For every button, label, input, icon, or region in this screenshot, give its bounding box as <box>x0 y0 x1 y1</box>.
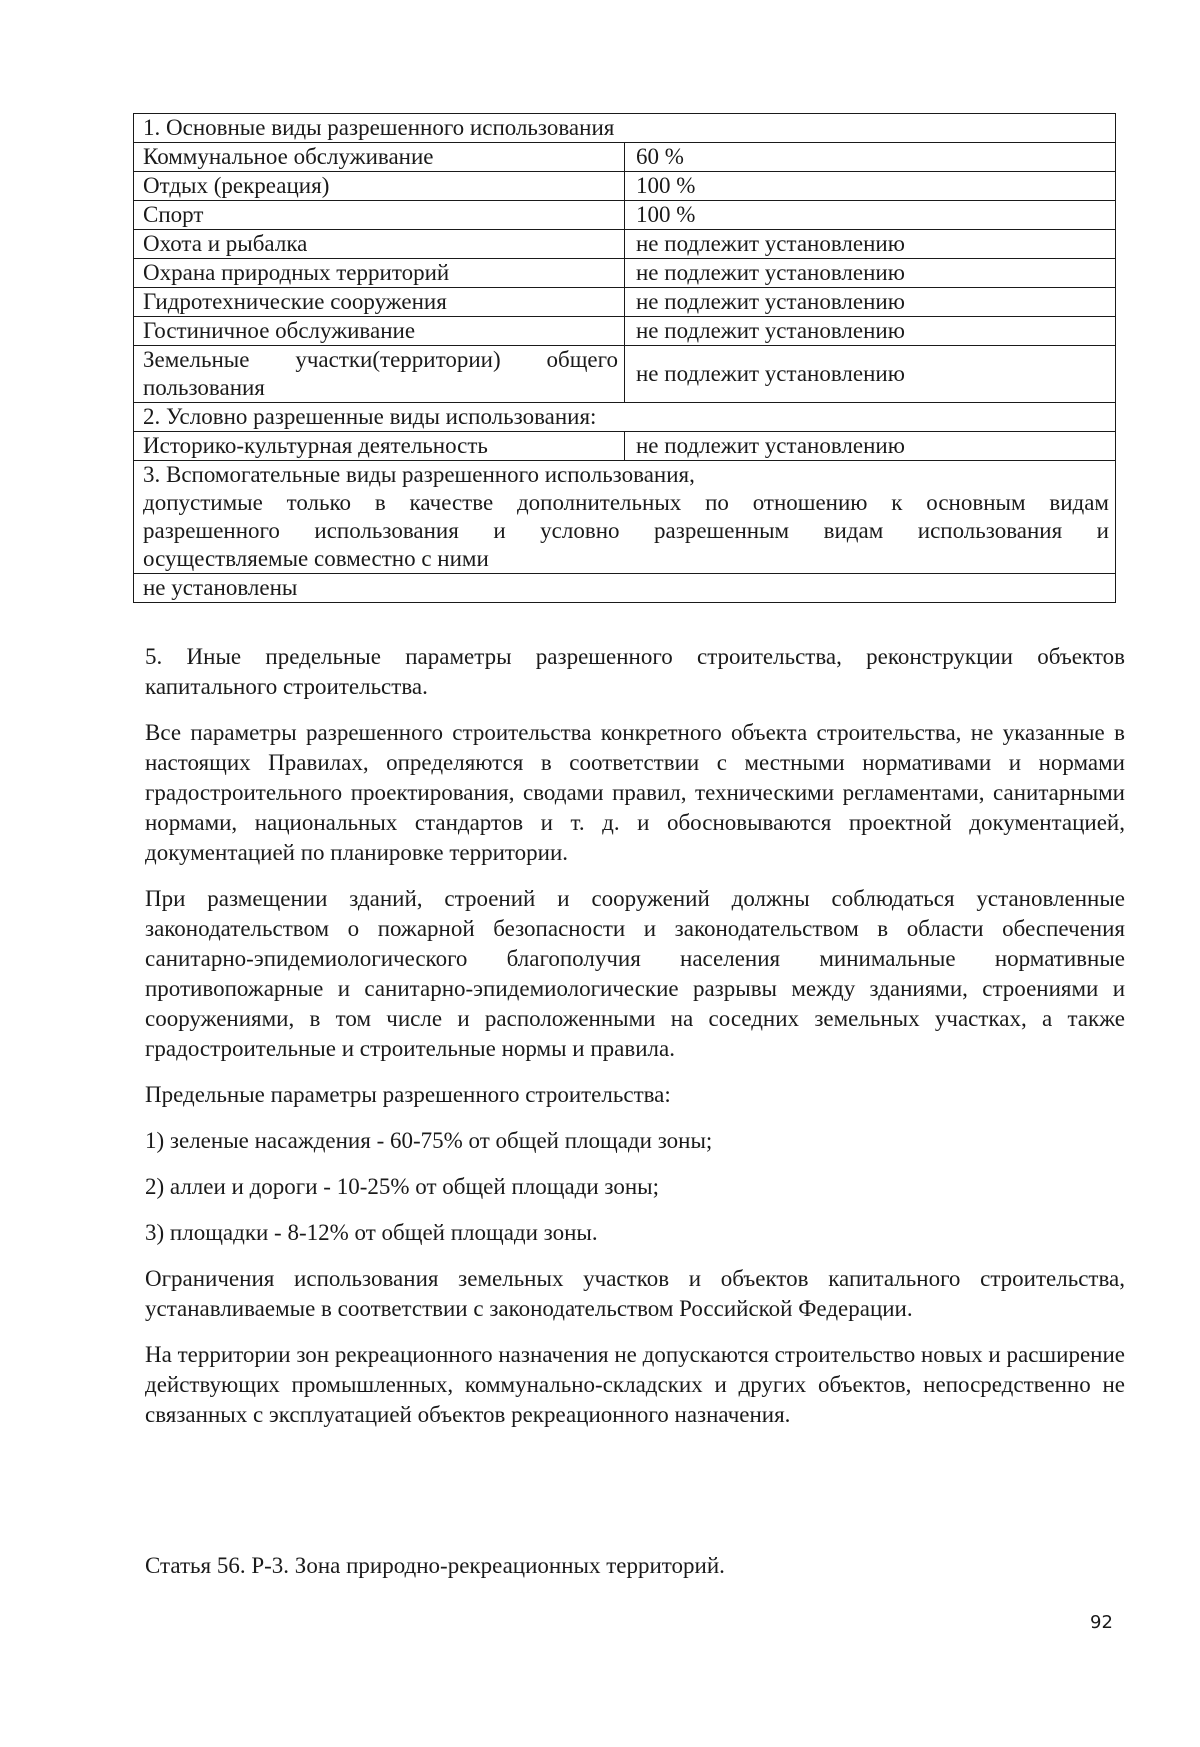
table-row <box>134 172 1116 201</box>
table-section-row <box>134 461 1116 574</box>
table-section-row <box>134 403 1116 432</box>
value-cell: 60 % <box>625 143 1116 172</box>
use-type-cell: Охота и рыбалка <box>134 230 625 259</box>
value-cell: не подлежит установлению <box>625 288 1116 317</box>
paragraph: Все параметры разрешенного строительства конкретного объекта строительства, не указанные в настоящих Правилах, определяются в соответствии с местными нормативами и нормами градостроительного проектирования, сводами правил, техническими регламентами, санитарными нормами, национальных стандартов и т. д. и обосновываются проектной документацией, документацией по планировке территории. <box>145 720 1125 865</box>
use-type-line: Земельные участки(территории) общего <box>143 347 618 372</box>
section-description-line: осуществляемые совместно с ними <box>143 546 489 571</box>
section-description-cell <box>134 461 1116 574</box>
table-section-row <box>134 114 1116 143</box>
list-item: 3) площадки - 8-12% от общей площади зоны. <box>145 1220 598 1245</box>
use-type-cell: Историко-культурная деятельность <box>134 432 625 461</box>
paragraph: Предельные параметры разрешенного строительства: <box>145 1082 671 1107</box>
paragraph: Ограничения использования земельных участков и объектов капитального строительства, устанавливаемые в соответствии с законодательством Российской Федерации. <box>145 1266 1125 1321</box>
value-cell: не подлежит установлению <box>625 432 1116 461</box>
value-cell: не подлежит установлению <box>625 230 1116 259</box>
table-row <box>134 201 1116 230</box>
use-type-cell: Гидротехнические сооружения <box>134 288 625 317</box>
article-heading: Статья 56. Р-3. Зона природно-рекреационных территорий. <box>145 1553 725 1578</box>
land-use-table <box>133 113 1116 603</box>
table-row <box>134 143 1116 172</box>
value-cell: 100 % <box>625 201 1116 230</box>
value-cell: не подлежит установлению <box>625 346 1116 403</box>
section-title: 1. Основные виды разрешенного использования <box>134 114 1116 143</box>
paragraph: 5. Иные предельные параметры разрешенного строительства, реконструкции объектов капитального строительства. <box>145 644 1125 699</box>
section-description-line: разрешенного использования и условно разрешенным видам использования и <box>143 518 1109 543</box>
use-type-cell: Гостиничное обслуживание <box>134 317 625 346</box>
section-title: 3. Вспомогательные виды разрешенного использования, <box>143 462 695 487</box>
value-cell: не подлежит установлению <box>625 317 1116 346</box>
table-row <box>134 574 1116 603</box>
value-cell: не установлены <box>134 574 1116 603</box>
section-description-line: допустимые только в качестве дополнительных по отношению к основным видам <box>143 490 1109 515</box>
list-item: 2) аллеи и дороги - 10-25% от общей площади зоны; <box>145 1174 660 1199</box>
page-number: 92 <box>1090 1612 1113 1633</box>
use-type-cell: Коммунальное обслуживание <box>134 143 625 172</box>
use-type-cell <box>134 346 625 403</box>
section-title: 2. Условно разрешенные виды использования: <box>134 403 1116 432</box>
body-text <box>145 642 1125 1446</box>
use-type-cell: Отдых (рекреация) <box>134 172 625 201</box>
use-type-cell: Охрана природных территорий <box>134 259 625 288</box>
paragraph: На территории зон рекреационного назначения не допускаются строительство новых и расширение действующих промышленных, коммунально-складских и других объектов, непосредственно не связанных с эксплуатацией объектов рекреационного назначения. <box>145 1342 1125 1427</box>
table-row <box>134 230 1116 259</box>
table-row <box>134 432 1116 461</box>
table-row <box>134 346 1116 403</box>
table-row <box>134 288 1116 317</box>
value-cell: не подлежит установлению <box>625 259 1116 288</box>
use-type-cell: Спорт <box>134 201 625 230</box>
value-cell: 100 % <box>625 172 1116 201</box>
table-row <box>134 317 1116 346</box>
use-type-line: пользования <box>143 375 265 400</box>
table-row <box>134 259 1116 288</box>
paragraph: При размещении зданий, строений и сооружений должны соблюдаться установленные законодательством о пожарной безопасности и законодательством в области обеспечения санитарно-эпидемиологического благополучия населения минимальные нормативные противопожарные и санитарно-эпидемиологические разрывы между зданиями, строениями и сооружениями, в том числе и расположенными на соседних земельных участках, а также градостроительные и строительные нормы и правила. <box>145 886 1125 1061</box>
list-item: 1) зеленые насаждения - 60-75% от общей площади зоны; <box>145 1128 713 1153</box>
